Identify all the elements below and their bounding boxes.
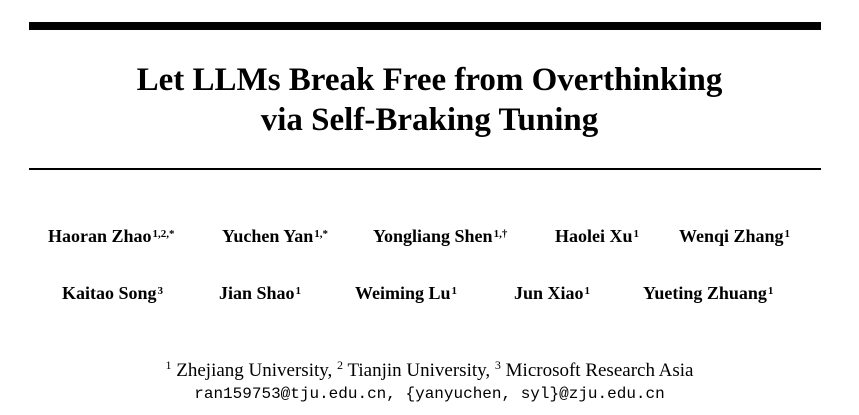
affiliation: Microsoft Research Asia bbox=[505, 360, 694, 381]
affiliation: Tianjin University bbox=[347, 360, 486, 381]
author: Kaitao Song$^3$ bbox=[62, 283, 164, 303]
affiliation: Zhejiang University bbox=[176, 360, 328, 381]
paper-title bbox=[0, 60, 859, 140]
bottom-rule bbox=[29, 168, 821, 170]
author: Jian Shao$^1$ bbox=[219, 283, 302, 303]
contact-email: ran159753@tju.edu.cn, {yanyuchen, syl}@zju.edu.cn bbox=[194, 385, 665, 403]
author: Haolei Xu$^1$ bbox=[555, 226, 640, 246]
affiliations: $^1$ Zhejiang University, $^2$ Tianjin University, $^3$ Microsoft Research Asia bbox=[165, 358, 694, 381]
author: Yongliang Shen$^{1,\dagger}$ bbox=[373, 226, 508, 246]
title-line-1: Let LLMs Break Free from Overthinking bbox=[136, 62, 723, 98]
title-line-2: via Self-Braking Tuning bbox=[260, 102, 599, 138]
author: Haoran Zhao$^{1,2,*}$ bbox=[48, 226, 175, 246]
author: Wenqi Zhang$^1$ bbox=[679, 226, 791, 246]
author: Jun Xiao$^1$ bbox=[514, 283, 591, 303]
author: Yuchen Yan$^{1,*}$ bbox=[222, 226, 328, 246]
top-rule bbox=[29, 22, 821, 30]
author: Yueting Zhuang$^1$ bbox=[643, 283, 774, 303]
author: Weiming Lu$^1$ bbox=[355, 283, 458, 303]
